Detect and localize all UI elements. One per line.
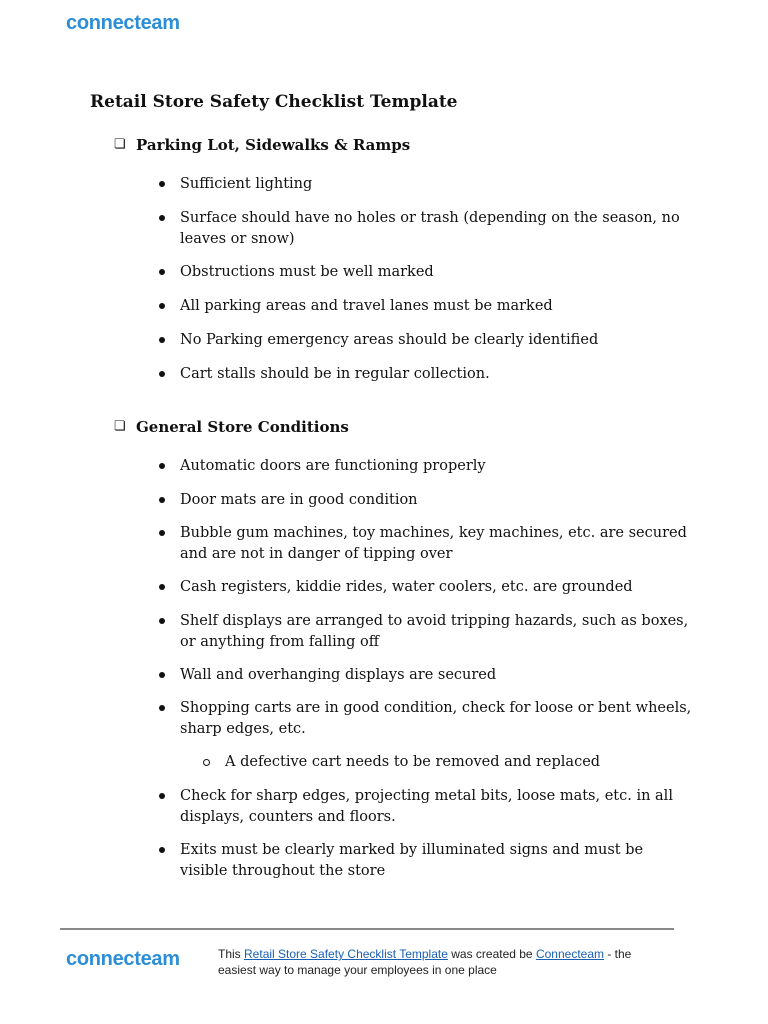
section-general-store (114, 415, 694, 882)
bullet-icon (159, 303, 165, 309)
header-logo: connecteam (66, 12, 180, 34)
section-parking-lot (114, 133, 694, 385)
checklist (114, 174, 694, 385)
list-item: Cash registers, kiddie rides, water coolers, etc. are grounded (114, 577, 694, 598)
list-item: Exits must be clearly marked by illuminated signs and must be visible throughout the store (114, 840, 694, 882)
list-item: Shopping carts are in good condition, check for loose or bent wheels, sharp edges, etc. (114, 698, 694, 740)
bullet-icon (159, 618, 165, 624)
list-item: Door mats are in good condition (114, 490, 694, 511)
checkbox-icon[interactable]: ❏ (114, 419, 126, 434)
bullet-icon (159, 181, 165, 187)
list-item: No Parking emergency areas should be clearly identified (114, 330, 694, 351)
bullet-icon (159, 371, 165, 377)
circle-bullet-icon (203, 759, 210, 766)
bullet-icon (159, 584, 165, 590)
bullet-icon (159, 705, 165, 711)
list-item: Cart stalls should be in regular collection. (114, 364, 694, 385)
bullet-icon (159, 672, 165, 678)
bullet-icon (159, 463, 165, 469)
list-item: Automatic doors are functioning properly (114, 456, 694, 477)
section-header (114, 133, 694, 157)
document-title: Retail Store Safety Checklist Template (90, 92, 458, 112)
list-item: Obstructions must be well marked (114, 262, 694, 283)
list-item: Check for sharp edges, projecting metal bits, loose mats, etc. in all displays, counters and floors. (114, 786, 694, 828)
footer-logo: connecteam (66, 948, 180, 970)
list-item: Surface should have no holes or trash (depending on the season, no leaves or snow) (114, 208, 694, 250)
checklist (114, 456, 694, 882)
list-item: Sufficient lighting (114, 174, 694, 195)
bullet-icon (159, 847, 165, 853)
footer-divider (60, 928, 674, 930)
bullet-icon (159, 497, 165, 503)
bullet-icon (159, 269, 165, 275)
list-item: Bubble gum machines, toy machines, key machines, etc. are secured and are not in danger of tipping over (114, 523, 694, 565)
list-item: All parking areas and travel lanes must be marked (114, 296, 694, 317)
checkbox-icon[interactable]: ❏ (114, 137, 126, 152)
sub-list-item: A defective cart needs to be removed and replaced (114, 752, 694, 773)
footer-text: This Retail Store Safety Checklist Template was created be Connecteam - the easiest way to manage your employees in one place (218, 947, 632, 977)
list-item: Shelf displays are arranged to avoid tripping hazards, such as boxes, or anything from falling off (114, 611, 694, 653)
section-header (114, 415, 694, 439)
bullet-icon (159, 215, 165, 221)
bullet-icon (159, 793, 165, 799)
bullet-icon (159, 530, 165, 536)
template-link[interactable]: Retail Store Safety Checklist Template (244, 947, 448, 961)
connecteam-link[interactable]: Connecteam (535, 947, 604, 961)
section-title: General Store Conditions (136, 418, 349, 436)
section-title: Parking Lot, Sidewalks & Ramps (136, 136, 411, 154)
bullet-icon (159, 337, 165, 343)
list-item: Wall and overhanging displays are secured (114, 665, 694, 686)
